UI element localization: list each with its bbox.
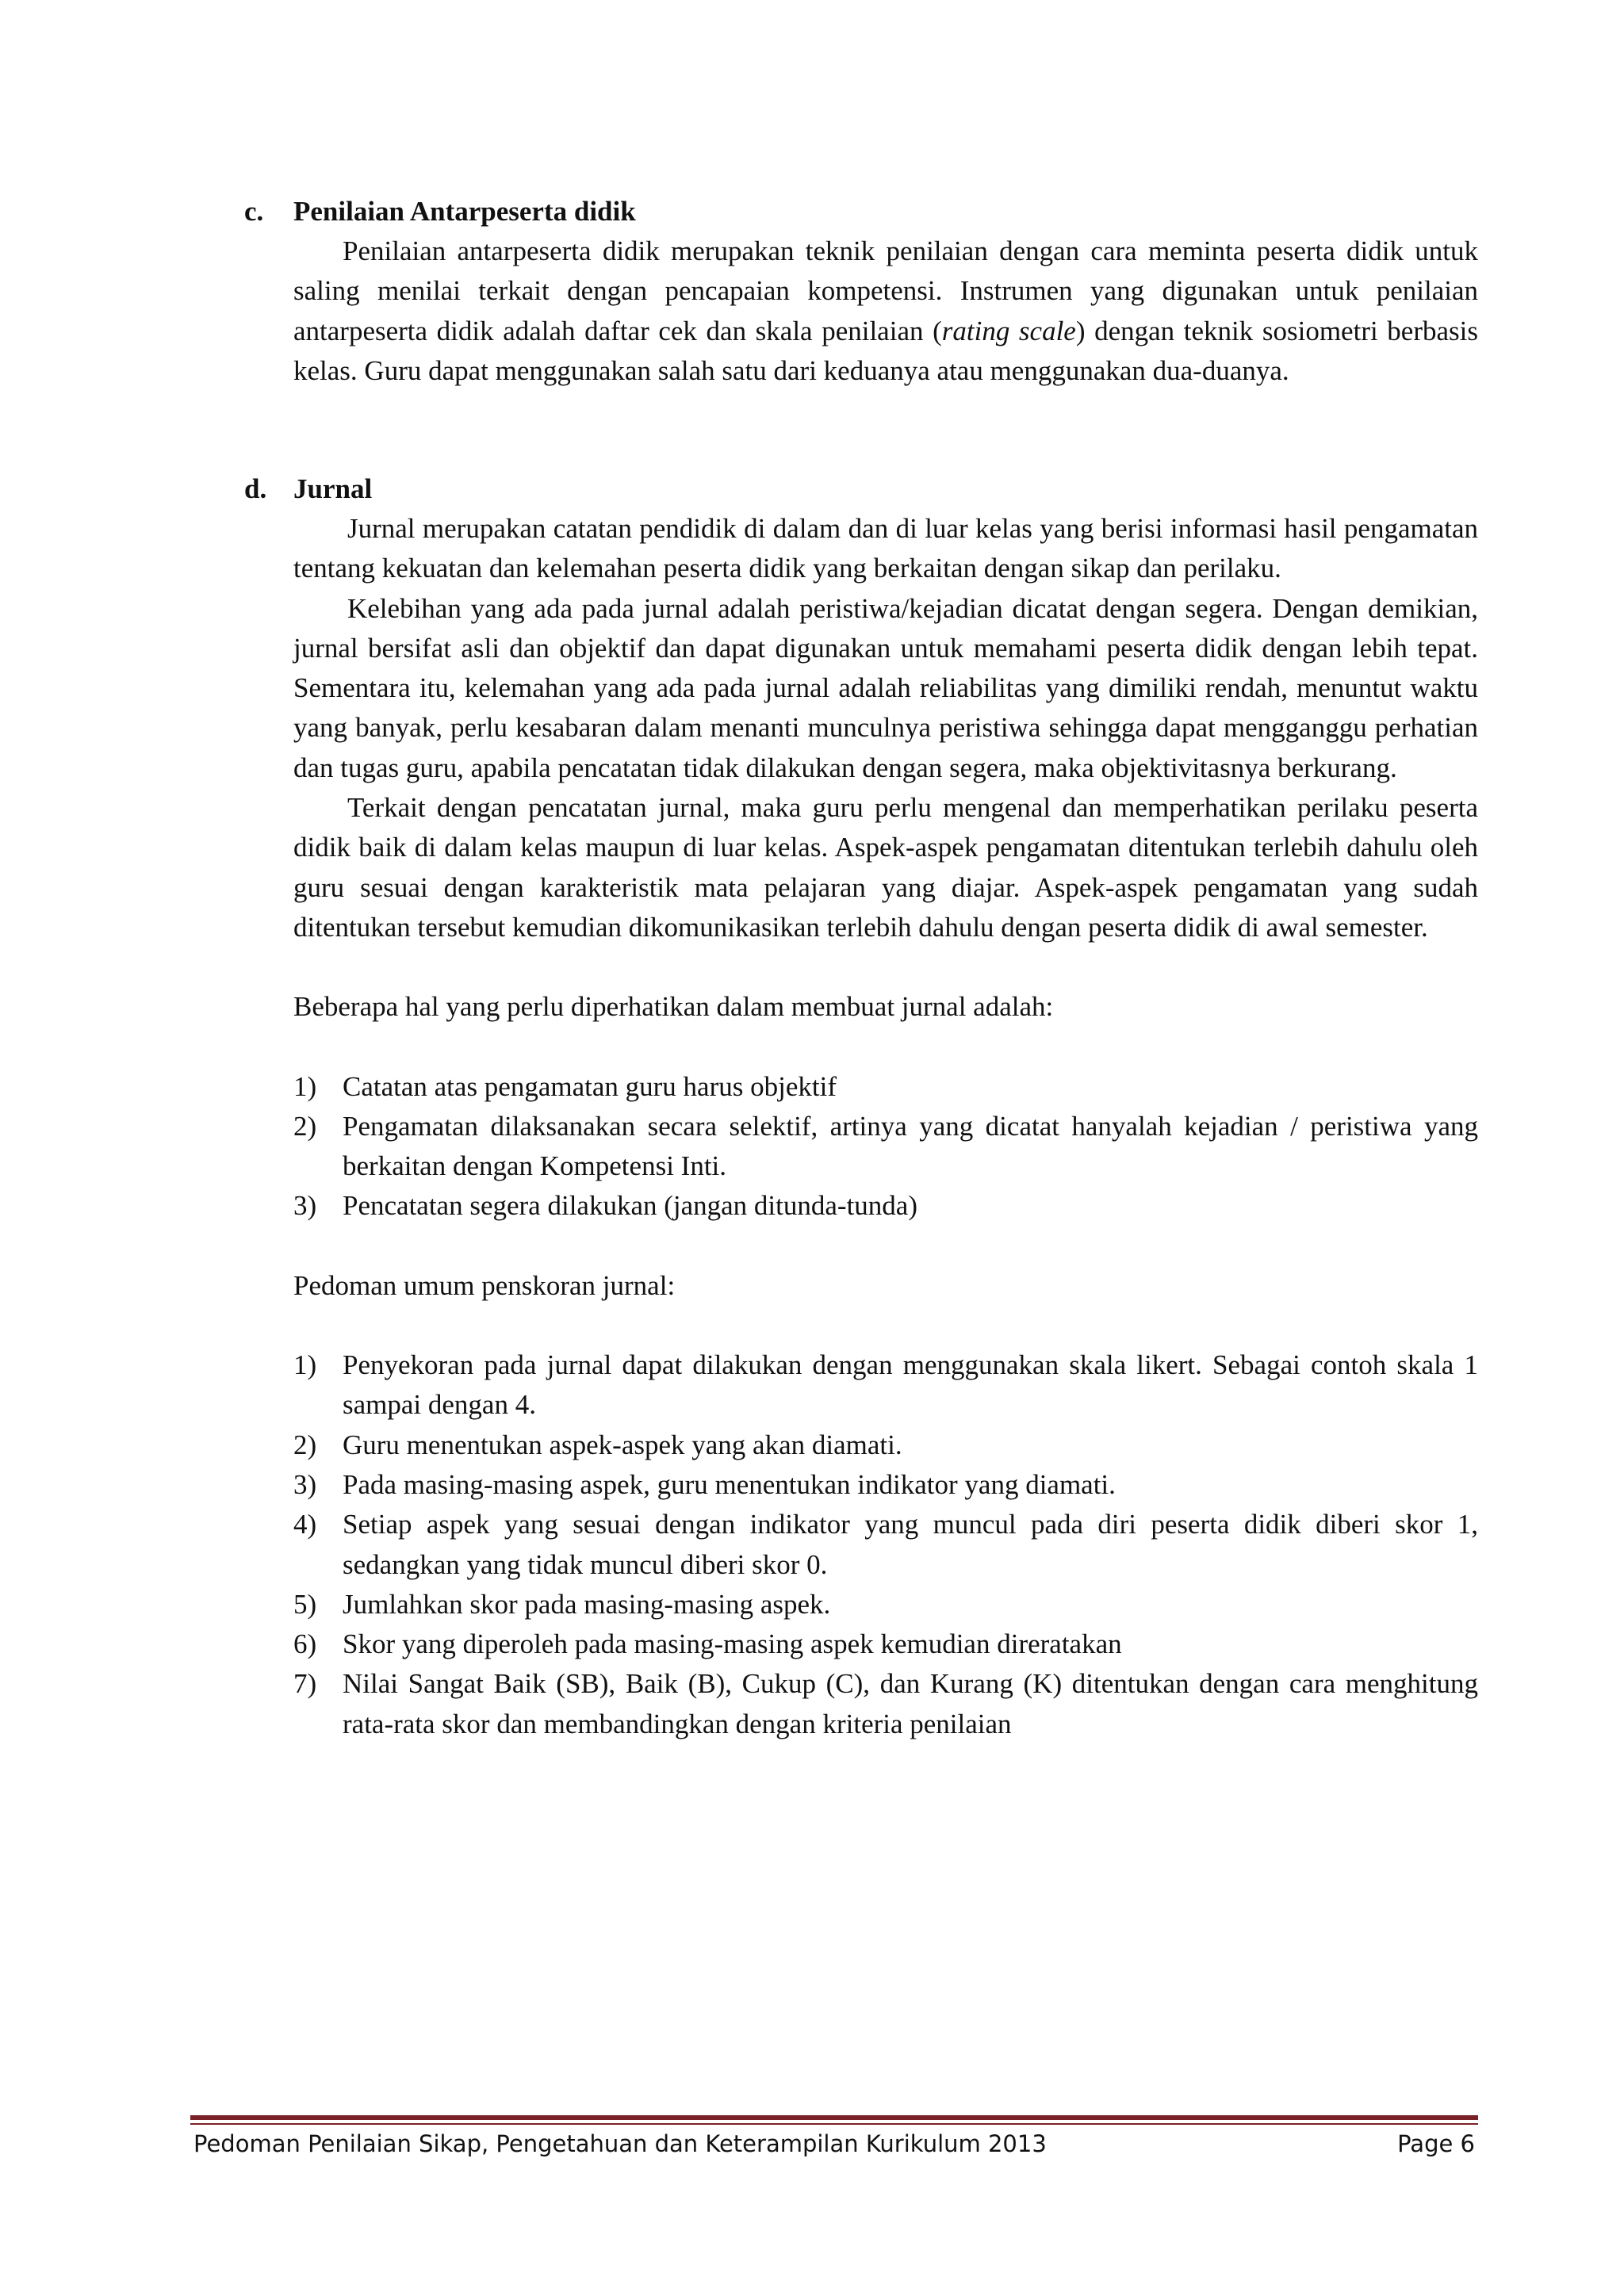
section-d bbox=[244, 469, 1478, 1744]
list-item bbox=[293, 1465, 1478, 1505]
list-item-text: Skor yang diperoleh pada masing-masing aspek kemudian direratakan bbox=[343, 1628, 1122, 1660]
section-c-paragraph bbox=[293, 232, 1478, 391]
list-item bbox=[293, 1624, 1478, 1664]
list-item-number: 1) bbox=[293, 1349, 317, 1381]
section-d-title: Jurnal bbox=[293, 473, 373, 504]
list-item bbox=[293, 1107, 1478, 1187]
list-item bbox=[293, 1505, 1478, 1585]
list-item bbox=[293, 1664, 1478, 1744]
footer-title: Pedoman Penilaian Sikap, Pengetahuan dan Keterampilan Kurikulum 2013 bbox=[193, 2130, 1047, 2157]
list-item-number: 6) bbox=[293, 1628, 317, 1660]
list-item-text: Penyekoran pada jurnal dapat dilakukan dengan menggunakan skala likert. Sebagai contoh skala 1 sampai dengan 4. bbox=[343, 1349, 1478, 1421]
list-item-number: 3) bbox=[293, 1190, 317, 1222]
section-c-heading bbox=[244, 192, 1478, 232]
section-d-paragraph-3: Terkait dengan pencatatan jurnal, maka guru perlu mengenal dan memperhatikan perilaku peserta didik baik di dalam kelas maupun di luar kelas. Aspek-aspek pengamatan ditentukan terlebih dahulu oleh guru sesuai dengan karakteristik mata pelajaran yang diajar. Aspek-aspek pengamatan yang sudah ditentukan tersebut kemudian dikomunikasikan terlebih dahulu dengan peserta didik di awal semester. bbox=[293, 792, 1478, 943]
footer-rule-thin bbox=[190, 2123, 1478, 2125]
page-footer bbox=[193, 2128, 1475, 2160]
list-2-intro: Pedoman umum penskoran jurnal: bbox=[293, 1269, 676, 1301]
list-item-number: 2) bbox=[293, 1429, 317, 1460]
list-item-text: Pencatatan segera dilakukan (jangan ditunda-tunda) bbox=[343, 1190, 917, 1222]
list-item bbox=[293, 1345, 1478, 1425]
section-d-letter: d. bbox=[244, 473, 267, 504]
list-2 bbox=[293, 1345, 1478, 1744]
list-1-intro: Beberapa hal yang perlu diperhatikan dalam membuat jurnal adalah: bbox=[293, 991, 1054, 1023]
section-d-paragraph-2: Kelebihan yang ada pada jurnal adalah peristiwa/kejadian dicatat dengan segera. Dengan demikian, jurnal bersifat asli dan objektif dan dapat digunakan untuk memahami peserta didik dengan lebih tepat. Sementara itu, kelemahan yang ada pada jurnal adalah reliabilitas yang dimiliki rendah, menuntut waktu yang banyak, perlu kesabaran dalam menanti munculnya peristiwa sehingga dapat mengganggu perhatian dan tugas guru, apabila pencatatan tidak dilakukan dengan segera, maka objektivitasnya berkurang. bbox=[293, 592, 1478, 783]
list-item bbox=[293, 1067, 1478, 1107]
section-d-heading bbox=[244, 469, 1478, 509]
section-c-italic-term: rating scale bbox=[941, 315, 1076, 346]
list-item-number: 7) bbox=[293, 1668, 317, 1700]
section-c bbox=[244, 192, 1478, 391]
list-item-text: Pada masing-masing aspek, guru menentukan indikator yang diamati. bbox=[343, 1468, 1116, 1500]
section-c-letter: c. bbox=[244, 196, 264, 227]
section-c-text-1: Penilaian antarpeserta didik merupakan teknik penilaian dengan cara meminta peserta didik untuk saling menilai terkait dengan pencapaian kompetensi. Instrumen yang digunakan untuk penilaian antarpeserta didik adalah daftar cek dan skala penilaian ( bbox=[293, 235, 1478, 346]
list-item-text: Jumlahkan skor pada masing-masing aspek. bbox=[343, 1588, 831, 1620]
list-item bbox=[293, 1585, 1478, 1624]
list-item-text: Setiap aspek yang sesuai dengan indikator yang muncul pada diri peserta didik diberi skor 1, sedangkan yang tidak muncul diberi skor 0. bbox=[343, 1509, 1478, 1580]
list-item bbox=[293, 1425, 1478, 1465]
list-item bbox=[293, 1186, 1478, 1226]
list-item-number: 1) bbox=[293, 1070, 317, 1102]
list-item-text: Guru menentukan aspek-aspek yang akan diamati. bbox=[343, 1429, 902, 1460]
section-d-paragraph-1: Jurnal merupakan catatan pendidik di dalam dan di luar kelas yang berisi informasi hasil pengamatan tentang kekuatan dan kelemahan peserta didik yang berkaitan dengan sikap dan perilaku. bbox=[293, 513, 1478, 584]
list-item-number: 2) bbox=[293, 1110, 317, 1142]
section-c-title: Penilaian Antarpeserta didik bbox=[293, 196, 636, 227]
list-item-text: Pengamatan dilaksanakan secara selektif, artinya yang dicatat hanyalah kejadian / peristiwa yang berkaitan dengan Kompetensi Inti. bbox=[343, 1110, 1478, 1182]
footer-rule-thick bbox=[190, 2115, 1478, 2120]
list-1 bbox=[293, 1067, 1478, 1226]
section-c-text-2: ) dengan teknik sosiometri berbasis kelas. Guru dapat menggunakan salah satu dari keduanya atau menggunakan dua-duanya. bbox=[293, 315, 1478, 386]
list-item-text: Catatan atas pengamatan guru harus objektif bbox=[343, 1070, 837, 1102]
list-item-number: 4) bbox=[293, 1509, 317, 1540]
list-item-number: 5) bbox=[293, 1588, 317, 1620]
page-number: Page 6 bbox=[1397, 2130, 1475, 2157]
list-item-text: Nilai Sangat Baik (SB), Baik (B), Cukup (C), dan Kurang (K) ditentukan dengan cara menghitung rata-rata skor dan membandingkan dengan kriteria penilaian bbox=[343, 1668, 1478, 1739]
list-item-number: 3) bbox=[293, 1468, 317, 1500]
